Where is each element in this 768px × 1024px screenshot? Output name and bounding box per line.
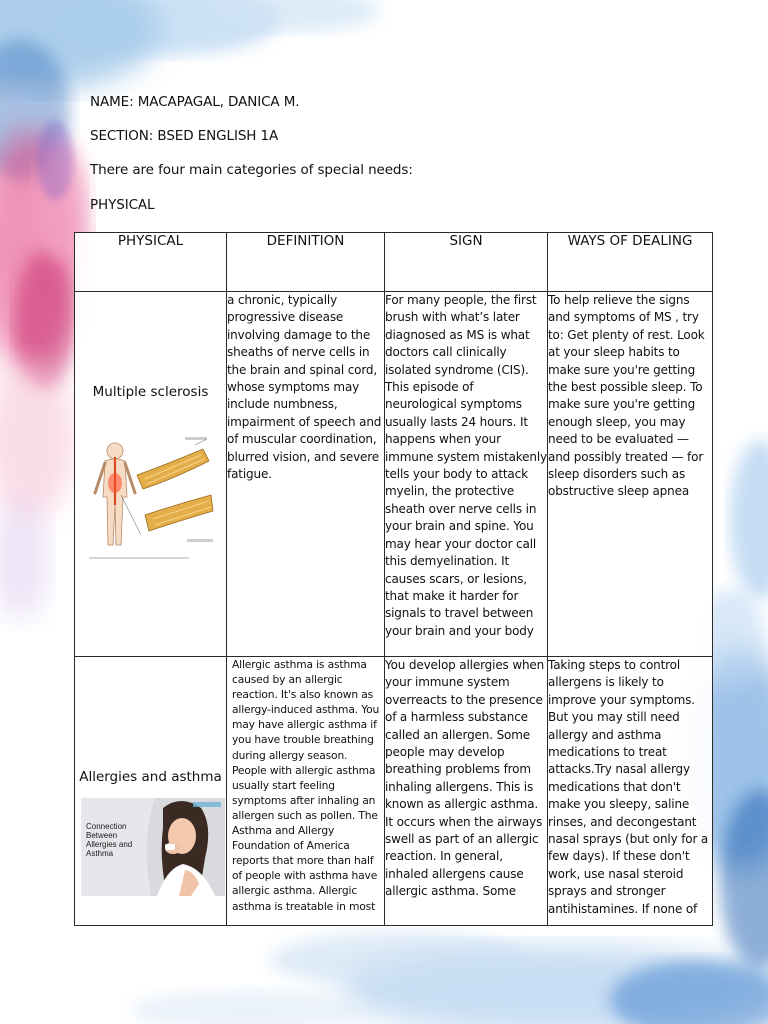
column-header-definition: DEFINITION bbox=[227, 233, 385, 292]
student-name: NAME: MACAPAGAL, DANICA M. bbox=[90, 94, 300, 110]
photo-logo-icon bbox=[193, 802, 221, 807]
nervous-system-diagram-icon bbox=[85, 435, 219, 563]
table-row bbox=[75, 292, 713, 657]
category-name: Multiple sclerosis bbox=[92, 384, 209, 400]
category-name: Allergies and asthma bbox=[79, 769, 222, 785]
column-header-ways-of-dealing: WAYS OF DEALING bbox=[548, 233, 713, 292]
ways-of-dealing-cell: Taking steps to control allergens is likely to improve your symptoms. But you may still need allergy and asthma medications to treat attacks.Try nasal allergy medications that don't make you sleepy, saline rinses, and decongestant nasal sprays (but only for a few days). If these don't work, use nasal steroid sprays and stronger antihistamines. If none of bbox=[548, 657, 713, 926]
ways-of-dealing-cell: To help relieve the signs and symptoms of MS , try to: Get plenty of rest. Look at your sleep habits to make sure you're getting the best possible sleep. To make sure you're getting enough sleep, you may need to be evaluated — and possibly treated — for sleep disorders such as obstructive sleep apnea bbox=[548, 292, 713, 657]
table-row bbox=[75, 657, 713, 926]
column-header-sign: SIGN bbox=[385, 233, 548, 292]
student-section: SECTION: BSED ENGLISH 1A bbox=[90, 128, 279, 144]
category-cell bbox=[75, 657, 227, 926]
sign-cell: For many people, the first brush with what’s later diagnosed as MS is what doctors call clinically isolated syndrome (CIS). This episode of neurological symptoms usually lasts 24 hours. It happens when your immune system mistakenly tells your body to attack myelin, the protective sheath over nerve cells in your brain and spine. You may hear your doctor call this demyelination. It causes scars, or lesions, that make it harder for signals to travel between your brain and your body bbox=[385, 292, 548, 657]
special-needs-table bbox=[74, 232, 713, 926]
category-cell bbox=[75, 292, 227, 657]
intro-sentence: There are four main categories of special needs: bbox=[90, 162, 413, 178]
definition-cell: Allergic asthma is asthma caused by an allergic reaction. It's also known as allergy-induced asthma. You may have allergic asthma if you have trouble breathing during allergy season. People with allergic asthma usually start feeling symptoms after inhaling an allergen such as pollen. The Asthma and Allergy Foundation of America reports that more than half of people with asthma have allergic asthma. Allergic asthma is treatable in most bbox=[227, 657, 385, 926]
woman-coughing-photo-icon bbox=[81, 798, 225, 896]
column-header-physical: PHYSICAL bbox=[75, 233, 227, 292]
category-heading: PHYSICAL bbox=[90, 197, 155, 213]
table-header-row bbox=[75, 233, 713, 292]
sign-cell: You develop allergies when your immune system overreacts to the presence of a harmless substance called an allergen. Some people may develop breathing problems from inhaling allergens. This is known as allergic asthma. It occurs when the airways swell as part of an allergic reaction. In general, inhaled allergens cause allergic asthma. Some bbox=[385, 657, 548, 926]
image-caption: Connection Between Allergies and Asthma bbox=[86, 822, 133, 858]
definition-cell: a chronic, typically progressive disease involving damage to the sheaths of nerve cells in the brain and spinal cord, whose symptoms may include numbness, impairment of speech and of muscular coordination, blurred vision, and severe fatigue. bbox=[227, 292, 385, 657]
